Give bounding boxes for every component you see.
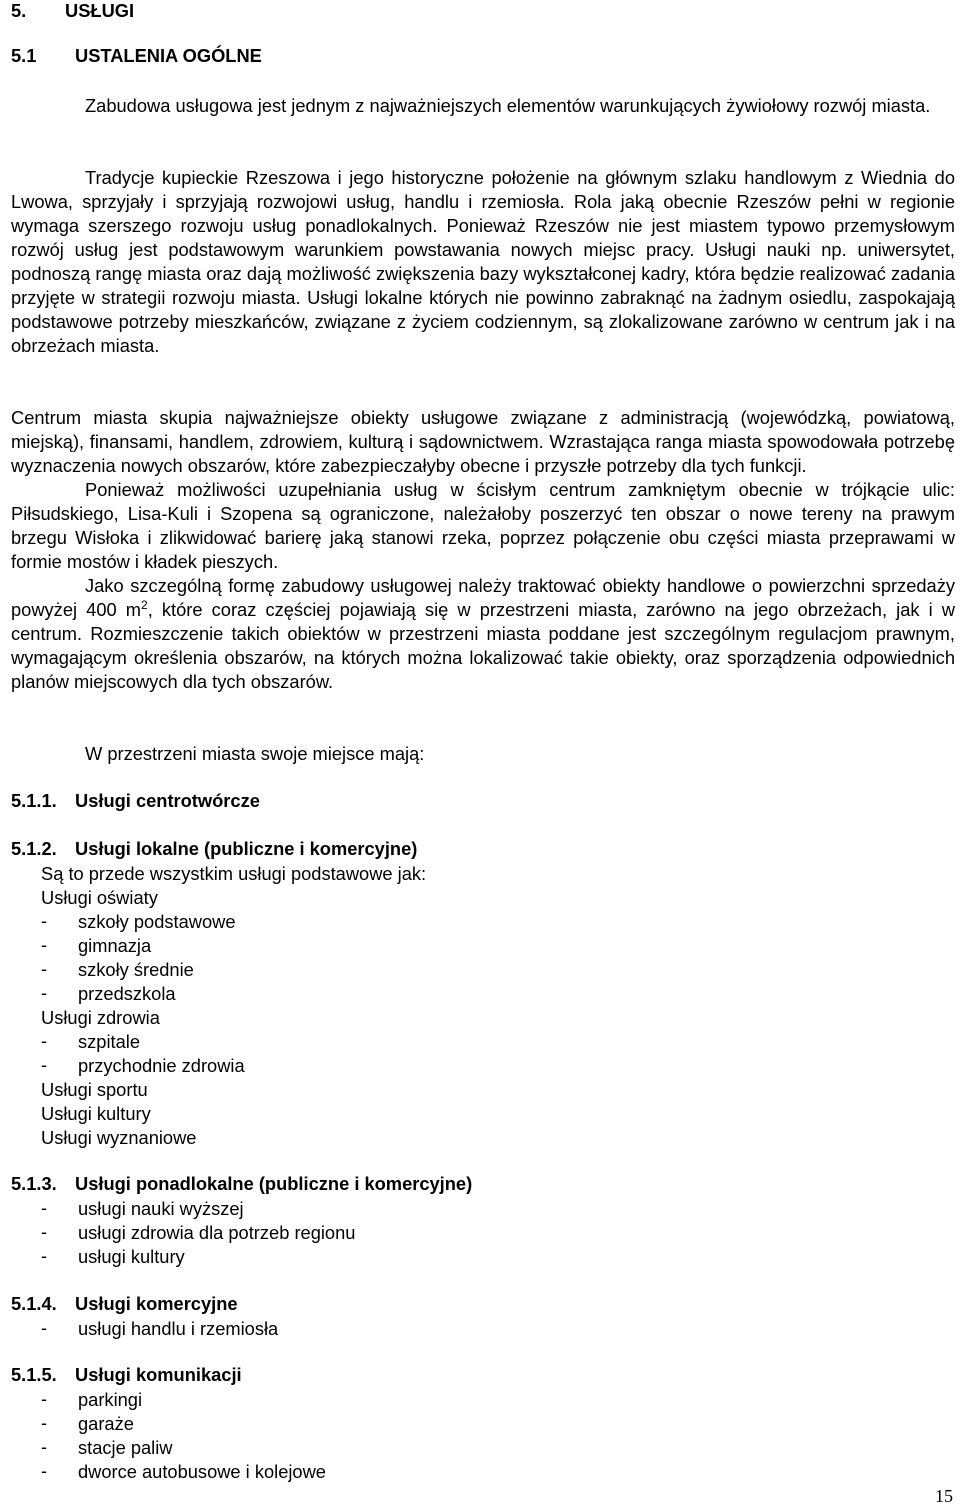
list-item: szkoły podstawowe (78, 911, 236, 932)
list-item: przychodnie zdrowia (78, 1055, 245, 1076)
list-item: usługi handlu i rzemiosła (78, 1318, 279, 1339)
list-dash: - (41, 1436, 48, 1457)
category-label: Usługi zdrowia (41, 1007, 160, 1028)
section-intro: Są to przede wszystkim usługi podstawowe jak: (41, 863, 427, 884)
section-number: 5.1.1. (11, 790, 57, 811)
list-dash: - (41, 1460, 48, 1481)
paragraph-1: Zabudowa usługowa jest jednym z najważniejszych elementów warunkujących żywiołowy rozwój miasta. (85, 95, 931, 116)
list-dash: - (41, 1030, 48, 1051)
list-item: gimnazja (78, 935, 152, 956)
list-item: usługi zdrowia dla potrzeb regionu (78, 1222, 356, 1243)
list-dash: - (41, 958, 48, 979)
category-label: Usługi oświaty (41, 887, 158, 908)
list-dash: - (41, 982, 48, 1003)
subheading-number: 5.1 (11, 45, 37, 66)
paragraph-5 (11, 574, 955, 694)
list-item: dworce autobusowe i kolejowe (78, 1461, 326, 1482)
list-dash: - (41, 1317, 48, 1338)
list-item: szpitale (78, 1031, 140, 1052)
category-label: Usługi wyznaniowe (41, 1127, 197, 1148)
list-item: szkoły średnie (78, 959, 194, 980)
section-number: 5.1.2. (11, 838, 57, 859)
intro-line: W przestrzeni miasta swoje miejsce mają: (85, 743, 425, 764)
list-dash: - (41, 1054, 48, 1075)
list-dash: - (41, 1197, 48, 1218)
list-dash: - (41, 1388, 48, 1409)
paragraph-2: Tradycje kupieckie Rzeszowa i jego historyczne położenie na głównym szlaku handlowym z Wiednia do Lwowa, sprzyjały i sprzyjają rozwojowi usług, handlu i rzemiosła. Rola jaką obecnie Rzeszów pełni w regionie wymaga szerszego rozwoju usług ponadlokalnych. Ponieważ Rzeszów nie jest miastem typowo przemysłowym rozwój usług jest podstawowym warunkiem powstawania nowych miejsc pracy. Usługi nauki np. uniwersytet, podnoszą rangę miasta oraz dają możliwość zwiększenia bazy wykształconej kadry, która będzie realizować zadania przyjęte w strategii rozwoju miasta. Usługi lokalne których nie powinno zabraknąć na żadnym osiedlu, zaspokajają podstawowe potrzeby mieszkańców, związane z życiem codziennym, są zlokalizowane zarówno w centrum jak i na obrzeżach miasta. (11, 167, 955, 356)
paragraph-5-text: Jako szczególną formę zabudowy usługowej należy traktować obiekty handlowe o powierzchni sprzedaży powyżej 400 m (11, 575, 955, 620)
list-item: usługi nauki wyższej (78, 1198, 244, 1219)
list-dash: - (41, 934, 48, 955)
list-item: przedszkola (78, 983, 176, 1004)
paragraph-5-text-cont: , które coraz częściej pojawiają się w przestrzeni miasta, zarówno na jego obrzeżach, jak i w centrum. Rozmieszczenie takich obiektów w przestrzeni miasta poddane jest szczególnym regulacjom prawnym, wymagającym określenia obszarów, na których można lokalizować takie obiekty, oraz sporządzenia odpowiednich planów miejscowych dla tych obszarów. (11, 599, 956, 692)
category-label: Usługi sportu (41, 1079, 148, 1100)
section-title: Usługi ponadlokalne (publiczne i komercyjne) (75, 1173, 473, 1194)
section-title: Usługi centrotwórcze (75, 790, 260, 811)
list-item: parkingi (78, 1389, 143, 1410)
subsection-heading: USTALENIA OGÓLNE (75, 45, 262, 66)
list-item: usługi kultury (78, 1246, 185, 1267)
list-item: garaże (78, 1413, 134, 1434)
category-label: Usługi kultury (41, 1103, 151, 1124)
list-item: stacje paliw (78, 1437, 173, 1458)
section-number: 5.1.5. (11, 1364, 57, 1385)
list-dash: - (41, 1221, 48, 1242)
page-number: 15 (935, 1486, 953, 1506)
heading-number: 5. (11, 0, 27, 21)
section-title: Usługi komercyjne (75, 1293, 238, 1314)
section-number: 5.1.3. (11, 1173, 57, 1194)
superscript: 2 (141, 597, 148, 612)
list-dash: - (41, 910, 48, 931)
section-title: Usługi komunikacji (75, 1364, 242, 1385)
section-title: Usługi lokalne (publiczne i komercyjne) (75, 838, 418, 859)
list-dash: - (41, 1412, 48, 1433)
paragraph-4: Ponieważ możliwości uzupełniania usług w ścisłym centrum zamkniętym obecnie w trójkącie ulic: Piłsudskiego, Lisa-Kuli i Szopena są ograniczone, należałoby poszerzyć ten obszar o nowe tereny na prawym brzegu Wisłoka i zlikwidować barierę jaką stanowi rzeka, poprzez połączenie obu części miasta przeprawami w formie mostów i kładek pieszych. (11, 479, 955, 572)
section-number: 5.1.4. (11, 1293, 57, 1314)
list-dash: - (41, 1245, 48, 1266)
section-heading: USŁUGI (65, 0, 135, 21)
paragraph-3: Centrum miasta skupia najważniejsze obiekty usługowe związane z administracją (wojewódzką, powiatową, miejską), finansami, handlem, zdrowiem, kulturą i sądownictwem. Wzrastająca ranga miasta spowodowała potrzebę wyznaczenia nowych obszarów, które zabezpieczałyby obecne i przyszłe potrzeby dla tych funkcji. (11, 407, 955, 476)
